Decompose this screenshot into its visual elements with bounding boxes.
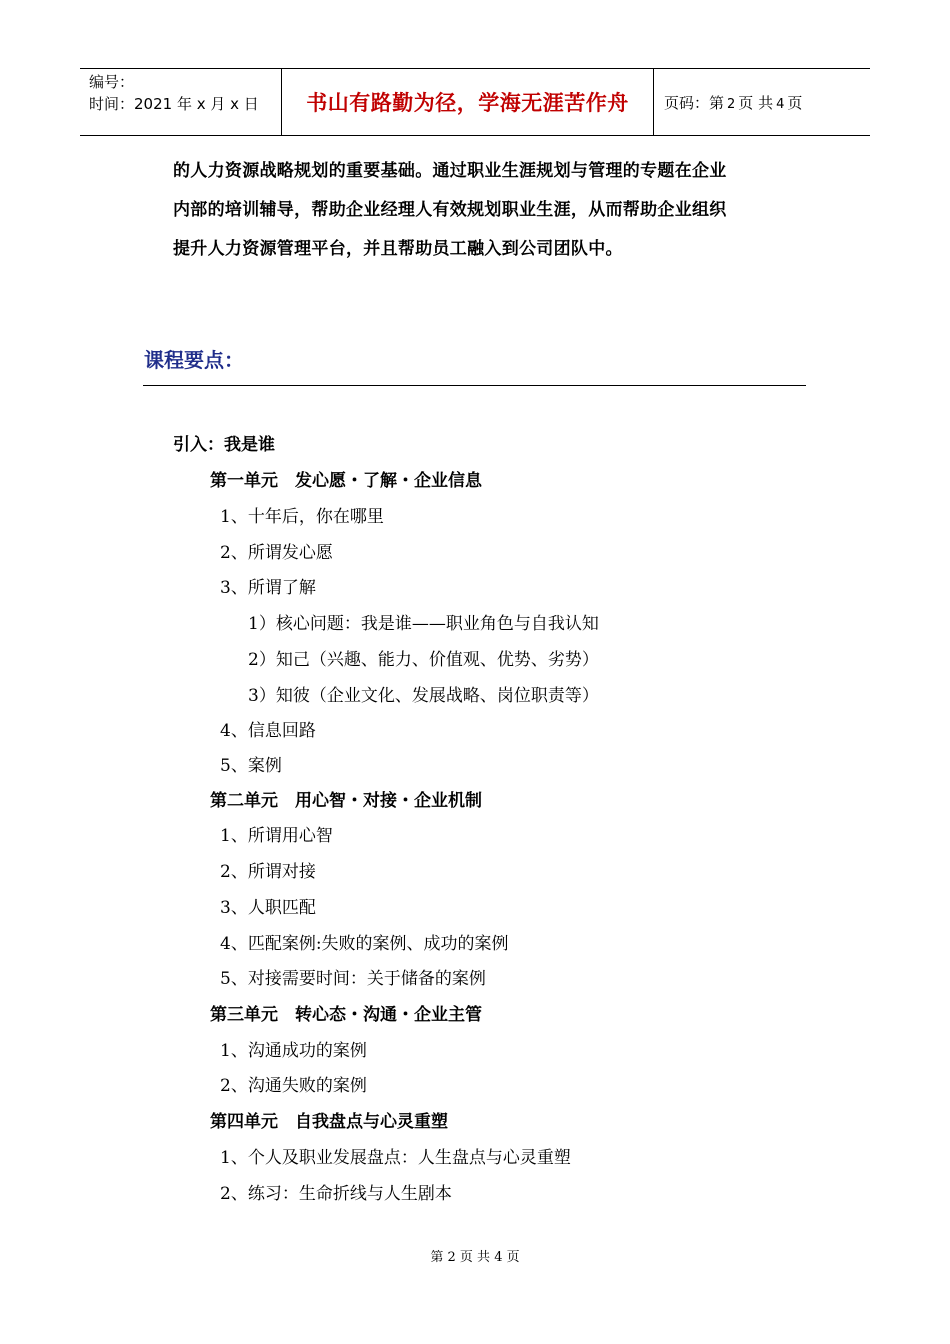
- list-item: 4、信息回路: [220, 721, 316, 741]
- list-item: 3、人职匹配: [220, 898, 316, 918]
- list-item: 2、练习：生命折线与人生剧本: [220, 1184, 452, 1204]
- outline-intro: 引入：我是谁: [173, 435, 275, 455]
- list-item: 1、沟通成功的案例: [220, 1041, 367, 1061]
- header-meta: [80, 69, 282, 135]
- number-label: 编号：: [89, 73, 135, 91]
- intro-line: 内部的培训辅导，帮助企业经理人有效规划职业生涯，从而帮助企业组织: [173, 200, 727, 220]
- page-end: 页: [787, 93, 803, 112]
- time-value: 2021 年 x 月 x 日: [134, 95, 259, 113]
- unit-title: 第一单元 发心愿・了解・企业信息: [210, 471, 482, 491]
- header-motto-cell: [282, 69, 654, 135]
- list-item: 2、所谓对接: [220, 862, 316, 882]
- page-footer: 第 2 页 共 4 页: [430, 1250, 520, 1265]
- list-item: 1、十年后，你在哪里: [220, 507, 384, 527]
- page-mid: 页 共: [738, 93, 774, 112]
- list-item: 5、案例: [220, 756, 282, 776]
- page-number: [664, 92, 802, 113]
- list-item: 3、所谓了解: [220, 578, 316, 598]
- list-item: 2、所谓发心愿: [220, 543, 333, 563]
- list-item: 2、沟通失败的案例: [220, 1076, 367, 1096]
- list-item: 4、匹配案例:失败的案例、成功的案例: [220, 934, 509, 954]
- motto: 书山有路勤为径，学海无涯苦作舟: [306, 91, 629, 115]
- page-header: [80, 68, 870, 136]
- time-label: 时间：: [89, 95, 135, 113]
- page-label: 页码：第: [664, 93, 725, 112]
- list-item: 1、所谓用心智: [220, 826, 333, 846]
- list-subitem: 3）知彼（企业文化、发展战略、岗位职责等）: [248, 686, 599, 706]
- section-title: 课程要点：: [144, 348, 244, 372]
- time-row: [89, 93, 281, 115]
- list-item: 1、个人及职业发展盘点：人生盘点与心灵重塑: [220, 1148, 571, 1168]
- unit-title: 第四单元 自我盘点与心灵重塑: [210, 1112, 448, 1132]
- list-subitem: 1）核心问题：我是谁——职业角色与自我认知: [248, 614, 599, 634]
- intro-line: 的人力资源战略规划的重要基础。通过职业生涯规划与管理的专题在企业: [173, 161, 727, 181]
- header-page-cell: [654, 69, 870, 135]
- page-current: 2: [727, 96, 736, 112]
- unit-title: 第二单元 用心智・对接・企业机制: [210, 791, 482, 811]
- list-subitem: 2）知己（兴趣、能力、价值观、优势、劣势）: [248, 650, 599, 670]
- intro-paragraph: [173, 152, 813, 269]
- unit-title: 第三单元 转心态・沟通・企业主管: [210, 1005, 482, 1025]
- list-item: 5、对接需要时间：关于储备的案例: [220, 969, 486, 989]
- intro-line: 提升人力资源管理平台，并且帮助员工融入到公司团队中。: [173, 239, 623, 259]
- page-total: 4: [776, 96, 785, 112]
- section-divider: [143, 385, 806, 386]
